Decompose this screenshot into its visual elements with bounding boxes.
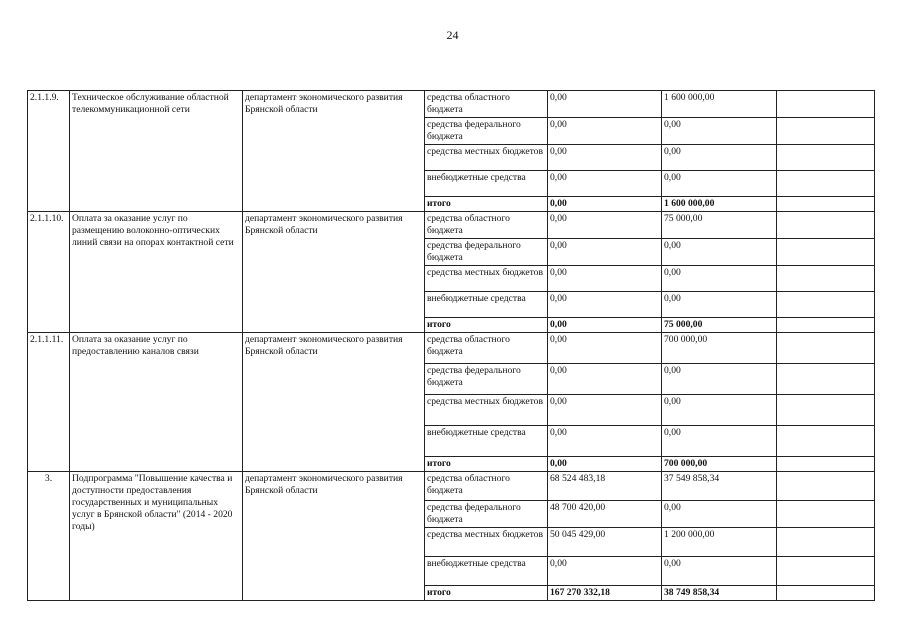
empty-cell [777, 239, 875, 266]
empty-cell [777, 91, 875, 118]
amount-column-1: 68 524 483,18 [548, 472, 662, 501]
amount-column-1: 0,00 [548, 239, 662, 266]
amount-column-1: 50 045 429,00 [548, 528, 662, 557]
amount-column-1: 0,00 [548, 266, 662, 292]
amount-column-1: 0,00 [548, 457, 662, 472]
item-title: Техническое обслуживание областной телекоммуникационной сети [70, 91, 243, 212]
amount-column-2: 700 000,00 [662, 457, 777, 472]
funding-source-label: средства областного бюджета [425, 91, 548, 118]
funding-source-label: средства федерального бюджета [425, 501, 548, 528]
amount-column-2: 700 000,00 [662, 333, 777, 364]
empty-cell [777, 118, 875, 145]
amount-column-1: 167 270 332,18 [548, 586, 662, 601]
empty-cell [777, 266, 875, 292]
amount-column-2: 0,00 [662, 426, 777, 457]
table-row [28, 91, 875, 118]
funding-source-label: внебюджетные средства [425, 292, 548, 318]
amount-column-2: 0,00 [662, 118, 777, 145]
funding-source-label: средства областного бюджета [425, 472, 548, 501]
amount-column-2: 1 600 000,00 [662, 91, 777, 118]
funding-source-label: средства областного бюджета [425, 212, 548, 239]
empty-cell [777, 586, 875, 601]
funding-source-label: средства местных бюджетов [425, 528, 548, 557]
item-code: 2.1.1.10. [28, 212, 70, 333]
item-executor: департамент экономического развития Брянской области [243, 91, 425, 212]
funding-source-label: средства местных бюджетов [425, 266, 548, 292]
amount-column-1: 48 700 420,00 [548, 501, 662, 528]
funding-source-label: внебюджетные средства [425, 557, 548, 586]
item-executor: департамент экономического развития Брянской области [243, 212, 425, 333]
empty-cell [777, 472, 875, 501]
amount-column-2: 38 749 858,34 [662, 586, 777, 601]
funding-source-label: внебюджетные средства [425, 171, 548, 197]
amount-column-2: 0,00 [662, 395, 777, 426]
amount-column-2: 0,00 [662, 171, 777, 197]
item-executor: департамент экономического развития Брянской области [243, 472, 425, 601]
funding-source-label: средства федерального бюджета [425, 364, 548, 395]
amount-column-2: 0,00 [662, 239, 777, 266]
empty-cell [777, 395, 875, 426]
item-code: 3. [28, 472, 70, 601]
page-number: 24 [446, 28, 459, 42]
amount-column-1: 0,00 [548, 292, 662, 318]
item-code: 2.1.1.9. [28, 91, 70, 212]
amount-column-2: 75 000,00 [662, 212, 777, 239]
amount-column-2: 1 200 000,00 [662, 528, 777, 557]
funding-source-label: средства местных бюджетов [425, 145, 548, 171]
empty-cell [777, 426, 875, 457]
amount-column-2: 0,00 [662, 145, 777, 171]
empty-cell [777, 457, 875, 472]
amount-column-1: 0,00 [548, 212, 662, 239]
empty-cell [777, 145, 875, 171]
empty-cell [777, 333, 875, 364]
item-code: 2.1.1.11. [28, 333, 70, 472]
empty-cell [777, 318, 875, 333]
amount-column-1: 0,00 [548, 426, 662, 457]
empty-cell [777, 557, 875, 586]
funding-source-label: средства областного бюджета [425, 333, 548, 364]
amount-column-1: 0,00 [548, 364, 662, 395]
amount-column-2: 0,00 [662, 266, 777, 292]
empty-cell [777, 212, 875, 239]
empty-cell [777, 171, 875, 197]
amount-column-2: 1 600 000,00 [662, 197, 777, 212]
funding-source-label: внебюджетные средства [425, 426, 548, 457]
amount-column-2: 75 000,00 [662, 318, 777, 333]
amount-column-2: 0,00 [662, 364, 777, 395]
empty-cell [777, 292, 875, 318]
funding-source-label: средства федерального бюджета [425, 118, 548, 145]
amount-column-1: 0,00 [548, 557, 662, 586]
budget-table-body [28, 91, 875, 601]
amount-column-1: 0,00 [548, 318, 662, 333]
amount-column-1: 0,00 [548, 333, 662, 364]
budget-table [27, 90, 875, 601]
total-label: итого [425, 586, 548, 601]
table-row [28, 212, 875, 239]
amount-column-1: 0,00 [548, 171, 662, 197]
empty-cell [777, 528, 875, 557]
total-label: итого [425, 318, 548, 333]
amount-column-1: 0,00 [548, 118, 662, 145]
funding-source-label: средства местных бюджетов [425, 395, 548, 426]
amount-column-1: 0,00 [548, 395, 662, 426]
item-title: Оплата за оказание услуг по предоставлению каналов связи [70, 333, 243, 472]
item-title: Оплата за оказание услуг по размещению волоконно-оптических линий связи на опорах контактной сети [70, 212, 243, 333]
amount-column-1: 0,00 [548, 145, 662, 171]
amount-column-2: 0,00 [662, 292, 777, 318]
table-row [28, 333, 875, 364]
total-label: итого [425, 197, 548, 212]
amount-column-2: 0,00 [662, 557, 777, 586]
item-title: Подпрограмма "Повышение качества и доступности предоставления государственных и муниципальных услуг в Брянской области" (2014 - 2020 годы) [70, 472, 243, 601]
table-row [28, 472, 875, 501]
empty-cell [777, 501, 875, 528]
empty-cell [777, 197, 875, 212]
empty-cell [777, 364, 875, 395]
amount-column-1: 0,00 [548, 91, 662, 118]
funding-source-label: средства федерального бюджета [425, 239, 548, 266]
amount-column-1: 0,00 [548, 197, 662, 212]
total-label: итого [425, 457, 548, 472]
amount-column-2: 37 549 858,34 [662, 472, 777, 501]
amount-column-2: 0,00 [662, 501, 777, 528]
item-executor: департамент экономического развития Брянской области [243, 333, 425, 472]
